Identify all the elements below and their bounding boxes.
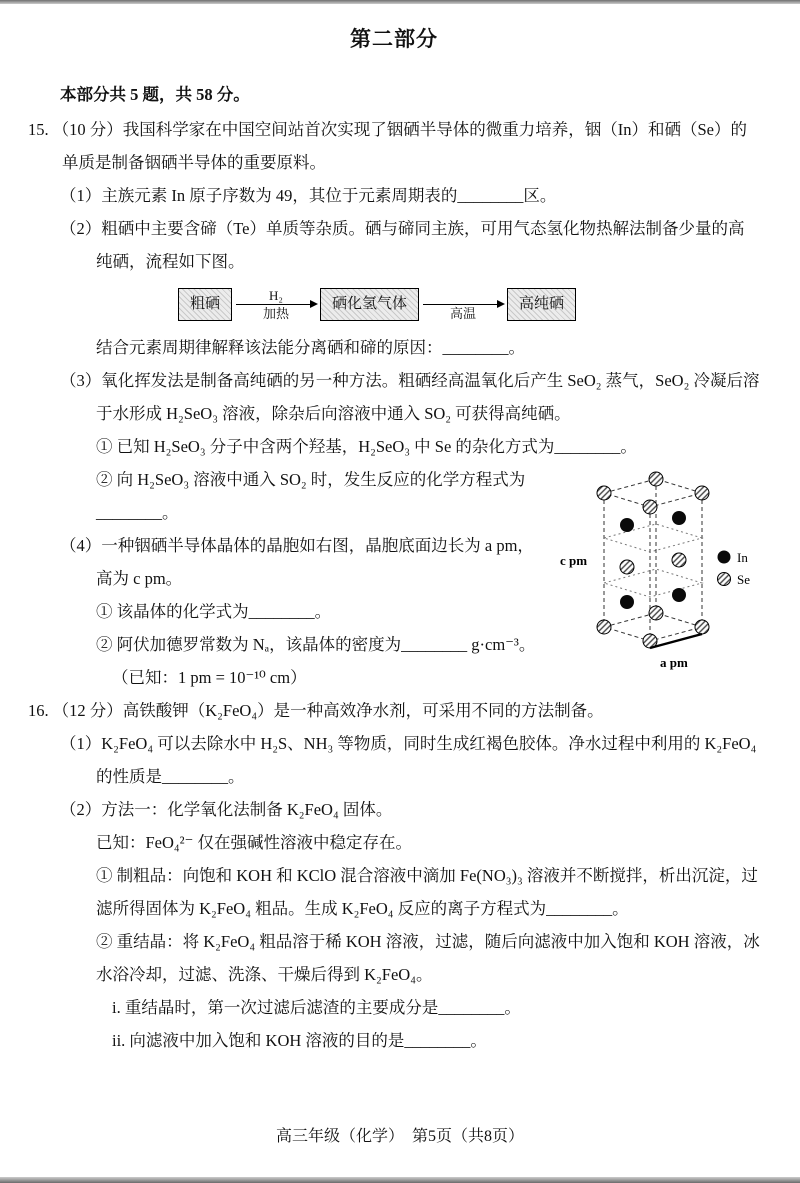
- question-15-stem: [28, 113, 760, 179]
- legend-in-marker-icon: [718, 551, 731, 564]
- se-atom-icon: [649, 472, 663, 486]
- q15-part1: （1）主族元素 In 原子序数为 49，其位于元素周期表的________区。: [60, 185, 557, 205]
- figure-legend: [718, 550, 751, 587]
- scan-edge-top: [0, 0, 800, 4]
- q15-part2-reason: 结合元素周期律解释该法能分离硒和碲的原因：________。: [96, 338, 525, 357]
- crystal-figure: [558, 467, 760, 682]
- question-15: [28, 113, 760, 695]
- in-atom-icon: [620, 595, 634, 609]
- question-15-number: 15.: [28, 119, 49, 139]
- q16-part1: （1）K₂FeO₄ 可以去除水中 H₂S、NH₃ 等物质，同时生成红褐色胶体。净水过程中利用的 K₂FeO₄ 的性质是________。: [60, 734, 757, 786]
- q16-part2-sub2: ② 重结晶：将 K₂FeO₄ 粗品溶于稀 KOH 溶液，过滤，随后向滤液中加入饱和 KOH 溶液，冰水浴冷却，过滤、洗涤、干燥后得到 K₂FeO₄。: [96, 932, 760, 984]
- se-atom-icon: [695, 620, 709, 634]
- q15-part2: （2）粗硒中主要含碲（Te）单质等杂质。硒与碲同主族，可用气态氢化物热解法制备少量的高纯硒，流程如下图。: [60, 218, 745, 271]
- flow-box-h2se-gas: 硒化氢气体: [320, 288, 419, 321]
- c-dimension-label: c pm: [560, 553, 588, 568]
- flow-box-pure-selenium: 高纯硒: [507, 288, 576, 321]
- q15-part3-sub2: ② 向 H₂SeO₃ 溶液中通入 SO₂ 时，发生反应的化学方程式为________。: [96, 470, 526, 522]
- section-note: 本部分共 5 题，共 58 分。: [60, 84, 250, 104]
- scan-edge-bottom: [0, 1177, 800, 1183]
- right-arrow-icon: [236, 304, 315, 306]
- flow-arrow-1: [232, 287, 320, 323]
- flow-arrow-2: [419, 287, 507, 323]
- q16-part2-sub2-ii: ii. 向滤液中加入饱和 KOH 溶液的目的是________。: [112, 1031, 487, 1050]
- q16-part2-sub2-i: i. 重结晶时，第一次过滤后滤渣的主要成分是________。: [112, 998, 521, 1017]
- se-atom-icon: [695, 486, 709, 500]
- in-atom-icon: [672, 588, 686, 602]
- q15-part3-sub1: ① 已知 H₂SeO₃ 分子中含两个羟基，H₂SeO₃ 中 Se 的杂化方式为________。: [96, 437, 637, 456]
- se-atom-icon: [620, 560, 634, 574]
- q15-part4-sub1: ① 该晶体的化学式为________。: [96, 602, 332, 621]
- se-atoms: [597, 472, 709, 648]
- page-footer: 高三年级（化学） 第5页（共8页）: [275, 1128, 524, 1145]
- in-atom-icon: [620, 518, 634, 532]
- se-atom-icon: [597, 486, 611, 500]
- crystal-cell-svg: [558, 467, 760, 682]
- flow-arrow-1-top-label: H₂: [269, 287, 283, 303]
- q15-part3: （3）氧化挥发法是制备高纯硒的另一种方法。粗硒经高温氧化后产生 SeO₂ 蒸气，SeO₂ 冷凝后溶于水形成 H₂SeO₃ 溶液，除杂后向溶液中通入 SO₂ 可获得高纯硒。: [60, 371, 760, 423]
- in-atom-icon: [672, 511, 686, 525]
- question-16-stem: [28, 694, 760, 727]
- legend-in-label: In: [737, 550, 748, 565]
- legend-se-label: Se: [737, 572, 750, 587]
- se-atom-icon: [672, 553, 686, 567]
- q16-part2-sub1: ① 制粗品：向饱和 KOH 和 KClO 混合溶液中滴加 Fe(NO₃)₃ 溶液并不断搅拌，析出沉淀，过滤所得固体为 K₂FeO₄ 粗品。生成 K₂FeO₄ 反应的离子方程式为________。: [96, 866, 758, 918]
- question-16-number: 16.: [28, 701, 49, 720]
- right-arrow-icon: [423, 304, 502, 306]
- question-16: [28, 694, 760, 1057]
- question-15-stem-text: （10 分）我国科学家在中国空间站首次实现了铟硒半导体的微重力培养，铟（In）和硒（Se）的单质是制备铟硒半导体的重要原料。: [52, 119, 747, 172]
- se-atom-icon: [597, 620, 611, 634]
- q16-part2: （2）方法一：化学氧化法制备 K₂FeO₄ 固体。: [60, 800, 393, 819]
- se-atom-icon: [649, 606, 663, 620]
- se-atom-icon: [643, 500, 657, 514]
- a-edge-line: [650, 634, 702, 648]
- q15-part4-sub2: ② 阿伏加德罗常数为 Nₐ，该晶体的密度为________ g·cm⁻³。: [96, 635, 536, 654]
- flow-diagram: [178, 287, 760, 323]
- flow-box-crude-selenium: 粗硒: [178, 288, 232, 321]
- a-dimension-label: a pm: [660, 655, 688, 670]
- flow-arrow-2-bottom-label: 高温: [450, 306, 477, 321]
- part-title: 第二部分: [350, 27, 438, 51]
- q16-part2-known: 已知：FeO₄²⁻ 仅在强碱性溶液中稳定存在。: [96, 833, 412, 852]
- question-16-stem-text: （12 分）高铁酸钾（K₂FeO₄）是一种高效净水剂，可采用不同的方法制备。: [52, 701, 604, 720]
- q15-part4: （4）一种铟硒半导体晶体的晶胞如右图，晶胞底面边长为 a pm，高为 c pm。: [60, 536, 534, 588]
- q15-part4-note: （已知：1 pm = 10⁻¹⁰ cm）: [112, 668, 307, 687]
- flow-arrow-1-bottom-label: 加热: [263, 306, 290, 321]
- legend-se-marker-icon: [718, 573, 731, 586]
